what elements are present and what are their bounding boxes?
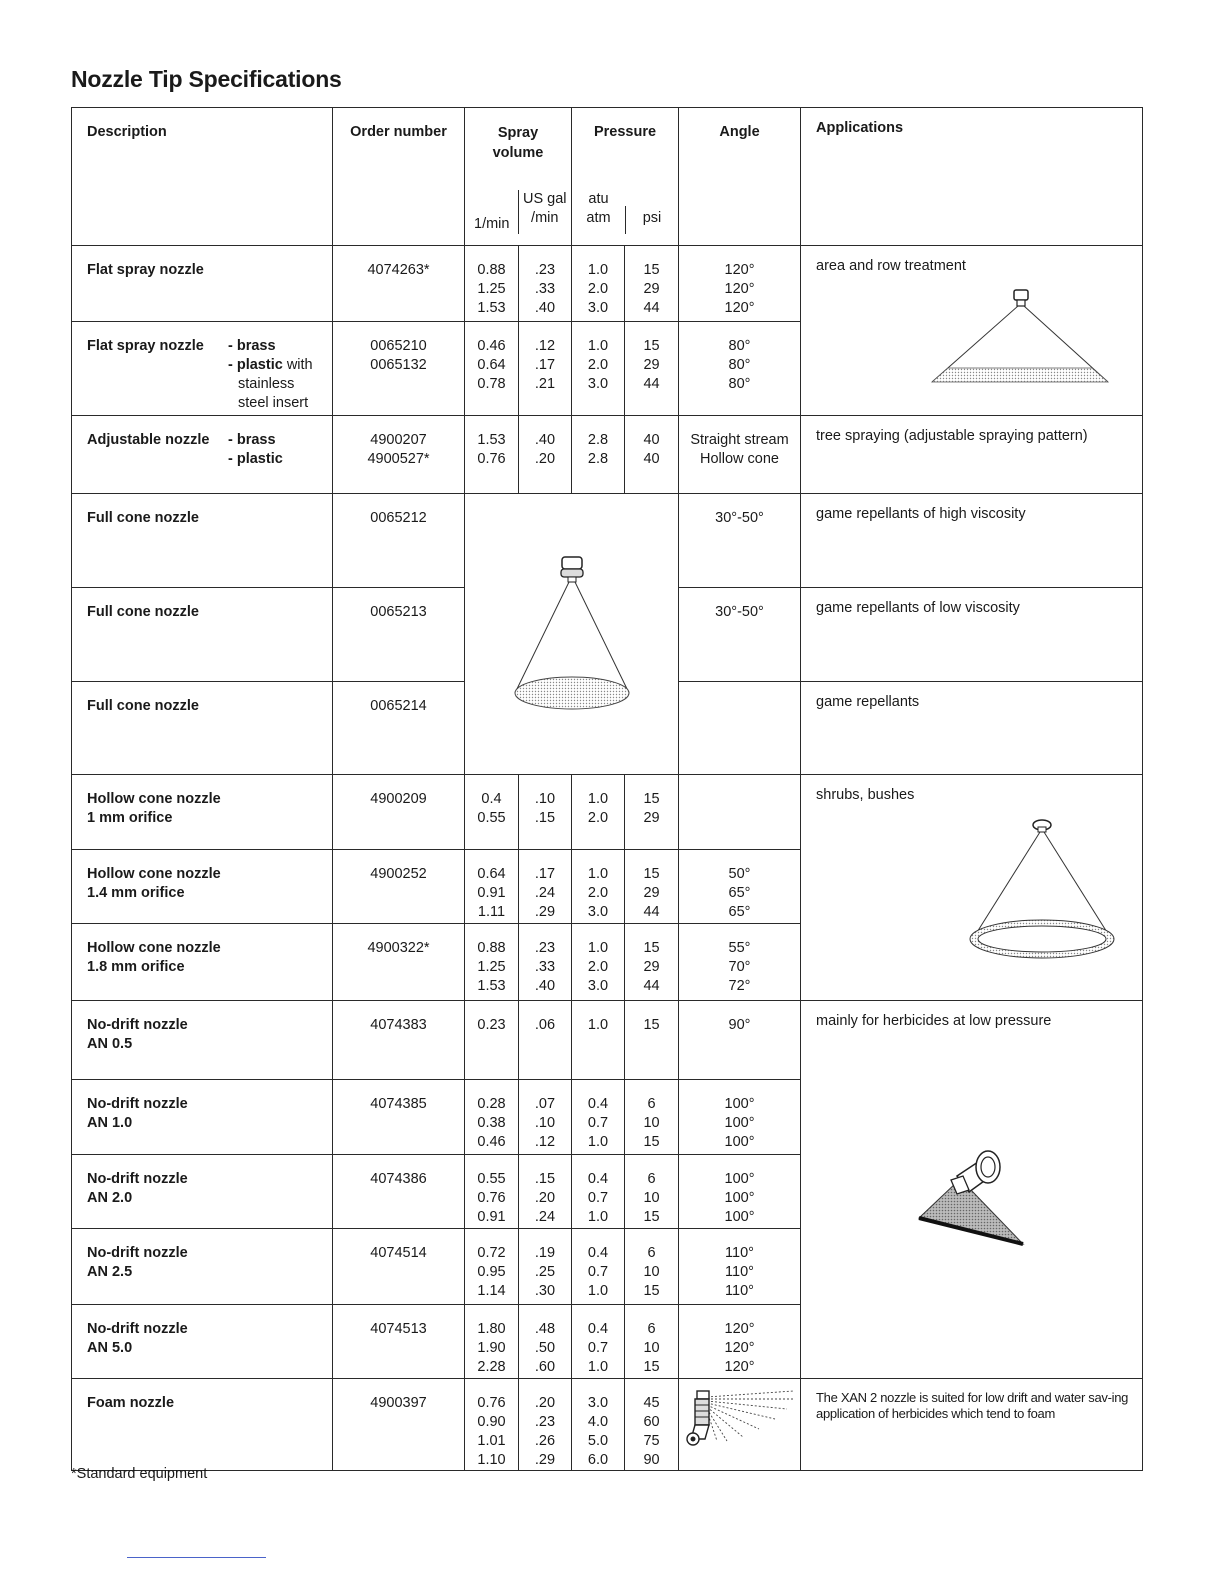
row-subname: 1.4 mm orifice (87, 885, 185, 901)
gal-value: .60 (534, 1359, 556, 1375)
angle-value: 120° (724, 1321, 755, 1337)
gal-value: .15 (534, 1171, 556, 1187)
row-name: Flat spray nozzle (87, 262, 204, 278)
lmin-value: 0.88 (477, 940, 506, 956)
table-row (72, 1001, 1143, 1080)
no-drift-nozzle-diagram (911, 1146, 1051, 1256)
gal-value: .40 (534, 432, 556, 448)
angle-value: 80° (728, 338, 751, 354)
angle-value: 80° (728, 376, 751, 392)
application-text: shrubs, bushes (816, 787, 915, 803)
bottom-underline (127, 1557, 266, 1558)
angle-value: 90° (728, 1017, 751, 1033)
atm-value: 0.4 (587, 1245, 609, 1261)
lmin-value: 1.80 (477, 1321, 506, 1337)
spray-volume-label: Spray volume (492, 125, 544, 161)
lmin-value: 1.25 (477, 959, 506, 975)
lmin-value: 0.23 (477, 1017, 506, 1033)
angle-value: 70° (728, 959, 751, 975)
gal-value: .33 (534, 959, 556, 975)
lmin-value: 0.55 (477, 810, 506, 826)
gal-value: .20 (534, 1190, 556, 1206)
header-row (72, 108, 1143, 246)
row-name: No-drift nozzle (87, 1245, 188, 1261)
atm-value: 0.4 (587, 1321, 609, 1337)
psi-value: 44 (643, 376, 660, 392)
lmin-value: 0.28 (477, 1096, 506, 1112)
nozzle-spec-table (71, 107, 1143, 1471)
order-number: 4900397 (370, 1395, 427, 1411)
atm-value: 1.0 (587, 1134, 609, 1150)
gal-value: .40 (534, 978, 556, 994)
gal-value: .48 (534, 1321, 556, 1337)
order-number: 4900209 (370, 791, 427, 807)
application-text: area and row treatment (816, 258, 966, 274)
footnote: *Standard equipment (71, 1466, 208, 1482)
psi-value: 40 (643, 432, 660, 448)
gal-value: .20 (534, 451, 556, 467)
variant-label: - plastic (228, 451, 283, 467)
application-text: tree spraying (adjustable spraying pattern) (816, 428, 1088, 444)
foam-nozzle-diagram (683, 1383, 799, 1455)
pressure-label: Pressure (593, 124, 657, 140)
psi-value: 15 (643, 866, 660, 882)
atm-value: 2.8 (587, 451, 609, 467)
psi-value: 10 (643, 1340, 660, 1356)
lmin-value: 1.01 (477, 1433, 506, 1449)
atm-value: 1.0 (587, 940, 609, 956)
row-subname: AN 1.0 (87, 1115, 133, 1131)
psi-value: 6 (647, 1096, 656, 1112)
atm-value: 1.0 (587, 338, 609, 354)
lmin-value: 1.53 (477, 978, 506, 994)
lmin-value: 0.76 (477, 1395, 506, 1411)
application-text: game repellants of low viscosity (816, 600, 1020, 616)
psi-value: 15 (643, 262, 660, 278)
order-number: 0065210 (370, 338, 427, 354)
variant-note: with (286, 357, 313, 373)
atm-value: 2.0 (587, 885, 609, 901)
order-number: 4074514 (370, 1245, 427, 1261)
application-text: mainly for herbicides at low pressure (816, 1013, 1052, 1029)
order-number: 0065132 (370, 357, 427, 373)
psi-value: 15 (643, 791, 660, 807)
angle-value: 100° (724, 1171, 755, 1187)
order-number: 4074513 (370, 1321, 427, 1337)
psi-value: 10 (643, 1115, 660, 1131)
gal-value: .29 (534, 1452, 556, 1468)
angle-value: 80° (728, 357, 751, 373)
atm-value: 0.7 (587, 1190, 609, 1206)
angle-value: 72° (728, 978, 751, 994)
atm-value: 1.0 (587, 1017, 609, 1033)
table-row (72, 416, 1143, 494)
row-subname: AN 5.0 (87, 1340, 133, 1356)
row-subname: AN 0.5 (87, 1036, 133, 1052)
lmin-value: 0.91 (477, 1209, 506, 1225)
row-subname: 1 mm orifice (87, 810, 173, 826)
gal-value: .29 (534, 904, 556, 920)
full-cone-diagram (465, 549, 679, 719)
lmin-value: 0.55 (477, 1171, 506, 1187)
atm-value: 3.0 (587, 904, 609, 920)
order-number: 0065213 (370, 604, 427, 620)
gal-value: .12 (534, 1134, 556, 1150)
gal-value: .24 (534, 885, 556, 901)
gal-value: .20 (534, 1395, 556, 1411)
row-name: Foam nozzle (87, 1395, 175, 1411)
row-subname: AN 2.5 (87, 1264, 133, 1280)
gal-value: .23 (534, 940, 556, 956)
lmin-value: 1.14 (477, 1283, 506, 1299)
psi-value: 29 (643, 281, 660, 297)
psi-value: 10 (643, 1264, 660, 1280)
row-name: Full cone nozzle (87, 510, 199, 526)
atm-value: 6.0 (587, 1452, 609, 1468)
atm-value: 0.7 (587, 1340, 609, 1356)
lmin-value: 0.64 (477, 866, 506, 882)
angle-value: 110° (725, 1245, 754, 1261)
psi-value: 29 (643, 959, 660, 975)
angle-value: 120° (724, 300, 755, 316)
angle-value: 50° (728, 866, 751, 882)
lmin-value: 0.95 (477, 1264, 506, 1280)
atm-value: 3.0 (587, 300, 609, 316)
atm-value: 3.0 (587, 978, 609, 994)
psi-value: 15 (643, 1134, 660, 1150)
order-number: 4900322* (367, 940, 430, 956)
atm-value: 0.4 (587, 1096, 609, 1112)
gal-value: .26 (534, 1433, 556, 1449)
col-header-pressure (572, 108, 679, 246)
atm-value: 2.0 (587, 281, 609, 297)
flat-spray-diagram (924, 284, 1114, 404)
order-number: 4900252 (370, 866, 427, 882)
psi-value: 15 (643, 940, 660, 956)
psi-value: 90 (643, 1452, 660, 1468)
row-name: Full cone nozzle (87, 604, 199, 620)
variant-label: - brass (228, 338, 276, 354)
row-name: Flat spray nozzle (87, 338, 204, 354)
angle-value: 110° (725, 1264, 754, 1280)
application-text: game repellants of high viscosity (816, 506, 1026, 522)
gal-value: .15 (534, 810, 556, 826)
gal-value: .17 (534, 866, 556, 882)
lmin-value: 0.76 (477, 1190, 506, 1206)
psi-value: 15 (643, 1359, 660, 1375)
table-row (72, 775, 1143, 850)
atm-value: 5.0 (587, 1433, 609, 1449)
order-number: 4074263* (367, 262, 430, 278)
lmin-value: 0.90 (477, 1414, 506, 1430)
psi-value: 60 (643, 1414, 660, 1430)
gal-value: .23 (534, 262, 556, 278)
angle-value: 30°-50° (715, 510, 764, 526)
lmin-value: 0.46 (477, 1134, 506, 1150)
atm-value: 4.0 (587, 1414, 609, 1430)
angle-value: 120° (724, 262, 755, 278)
variant-note: steel insert (238, 395, 309, 411)
atm-value: 1.0 (587, 262, 609, 278)
order-number: 4900207 (370, 432, 427, 448)
gal-value: .25 (534, 1264, 556, 1280)
angle-value: 65° (728, 904, 751, 920)
atm-value: 1.0 (587, 1209, 609, 1225)
row-name: Hollow cone nozzle (87, 940, 221, 956)
atm-value: 1.0 (587, 791, 609, 807)
psi-value: 29 (643, 810, 660, 826)
gal-value: .21 (534, 376, 556, 392)
row-name: Adjustable nozzle (87, 432, 210, 448)
order-number: 0065214 (370, 698, 427, 714)
psi-value: 15 (643, 1283, 660, 1299)
atm-value: 2.0 (587, 357, 609, 373)
angle-value: 120° (724, 1340, 755, 1356)
row-name: No-drift nozzle (87, 1017, 188, 1033)
psi-value: 29 (643, 885, 660, 901)
psi-value: 40 (643, 451, 660, 467)
angle-value: 100° (724, 1096, 755, 1112)
angle-value: 100° (724, 1134, 755, 1150)
lmin-value: 0.91 (477, 885, 506, 901)
row-name: No-drift nozzle (87, 1171, 188, 1187)
atm-value: 0.7 (587, 1115, 609, 1131)
lmin-value: 0.76 (477, 451, 506, 467)
angle-value: 100° (724, 1115, 755, 1131)
table-row (72, 246, 1143, 322)
psi-value: 10 (643, 1190, 660, 1206)
atm-value: 1.0 (587, 866, 609, 882)
row-subname: AN 2.0 (87, 1190, 133, 1206)
atm-value: 2.0 (587, 810, 609, 826)
psi-value: 44 (643, 978, 660, 994)
gal-value: .23 (534, 1414, 556, 1430)
lmin-value: 2.28 (477, 1359, 506, 1375)
hollow-cone-diagram (956, 817, 1136, 977)
angle-value: 100° (724, 1190, 755, 1206)
gal-value: .50 (534, 1340, 556, 1356)
variant-note: stainless (238, 376, 295, 392)
psi-value: 15 (643, 1209, 660, 1225)
gal-value: .12 (534, 338, 556, 354)
lmin-value: 0.88 (477, 262, 506, 278)
psi-value: 15 (643, 1017, 660, 1033)
angle-value: 55° (728, 940, 751, 956)
lmin-value: 1.53 (477, 300, 506, 316)
lmin-value: 0.78 (477, 376, 506, 392)
angle-value: 120° (724, 281, 755, 297)
gal-value: .19 (534, 1245, 556, 1261)
atm-value: 1.0 (587, 1359, 609, 1375)
atm-value: 3.0 (587, 376, 609, 392)
psi-value: 15 (643, 338, 660, 354)
col-header-order: Order number (350, 124, 447, 140)
row-subname: 1.8 mm orifice (87, 959, 185, 975)
gal-value: .33 (534, 281, 556, 297)
gal-value: .06 (534, 1017, 556, 1033)
lmin-value: 1.11 (477, 904, 506, 920)
lmin-value: 1.53 (477, 432, 506, 448)
lmin-value: 0.72 (477, 1245, 506, 1261)
gal-value: .24 (534, 1209, 556, 1225)
gal-value: .30 (534, 1283, 556, 1299)
order-number: 4074383 (370, 1017, 427, 1033)
atm-value: 0.7 (587, 1264, 609, 1280)
unit-atm: atm (586, 210, 611, 226)
atm-value: 3.0 (587, 1395, 609, 1411)
gal-value: .10 (534, 791, 556, 807)
angle-value: 65° (728, 885, 751, 901)
application-text: The XAN 2 nozzle is suited for low drift and water sav-ing application of herbicides which tend to foam (816, 1390, 1129, 1421)
psi-value: 45 (643, 1395, 660, 1411)
table-row (72, 494, 1143, 588)
order-number: 4074385 (370, 1096, 427, 1112)
atm-value: 2.8 (587, 432, 609, 448)
col-header-description: Description (87, 124, 167, 140)
atm-value: 0.4 (587, 1171, 609, 1187)
order-number: 4074386 (370, 1171, 427, 1187)
psi-value: 29 (643, 357, 660, 373)
variant-label: - brass (228, 432, 276, 448)
col-header-spray-volume (465, 108, 572, 246)
order-number: 4900527* (367, 451, 430, 467)
row-name: Hollow cone nozzle (87, 866, 221, 882)
row-name: Full cone nozzle (87, 698, 199, 714)
gal-value: .10 (534, 1115, 556, 1131)
col-header-angle: Angle (719, 124, 760, 140)
psi-value: 6 (647, 1171, 656, 1187)
angle-value: Hollow cone (700, 451, 780, 467)
angle-value: 100° (724, 1209, 755, 1225)
psi-value: 44 (643, 904, 660, 920)
unit-per-min: /min (531, 210, 559, 226)
col-header-applications: Applications (816, 120, 904, 136)
lmin-value: 0.46 (477, 338, 506, 354)
unit-usgal: US gal (522, 191, 567, 207)
angle-value: 110° (725, 1283, 754, 1299)
lmin-value: 1.90 (477, 1340, 506, 1356)
angle-value: 120° (724, 1359, 755, 1375)
unit-psi: psi (625, 206, 678, 234)
variant-label: - plastic (228, 357, 283, 373)
application-text: game repellants (816, 694, 920, 710)
lmin-value: 1.10 (477, 1452, 506, 1468)
psi-value: 6 (647, 1245, 656, 1261)
row-name: No-drift nozzle (87, 1096, 188, 1112)
atm-value: 1.0 (587, 1283, 609, 1299)
unit-lmin: 1/min (474, 216, 510, 232)
page-title: Nozzle Tip Specifications (71, 66, 342, 92)
order-number: 0065212 (370, 510, 427, 526)
psi-value: 75 (643, 1433, 660, 1449)
gal-value: .07 (534, 1096, 556, 1112)
gal-value: .40 (534, 300, 556, 316)
table-row (72, 1379, 1143, 1471)
lmin-value: 0.64 (477, 357, 506, 373)
lmin-value: 0.38 (477, 1115, 506, 1131)
psi-value: 44 (643, 300, 660, 316)
angle-value: Straight stream (690, 432, 789, 448)
psi-value: 6 (647, 1321, 656, 1337)
atm-value: 2.0 (587, 959, 609, 975)
row-name: No-drift nozzle (87, 1321, 188, 1337)
gal-value: .17 (534, 357, 556, 373)
angle-value: 30°-50° (715, 604, 764, 620)
unit-atu: atu (588, 191, 609, 207)
lmin-value: 0.4 (481, 791, 502, 807)
row-name: Hollow cone nozzle (87, 791, 221, 807)
lmin-value: 1.25 (477, 281, 506, 297)
